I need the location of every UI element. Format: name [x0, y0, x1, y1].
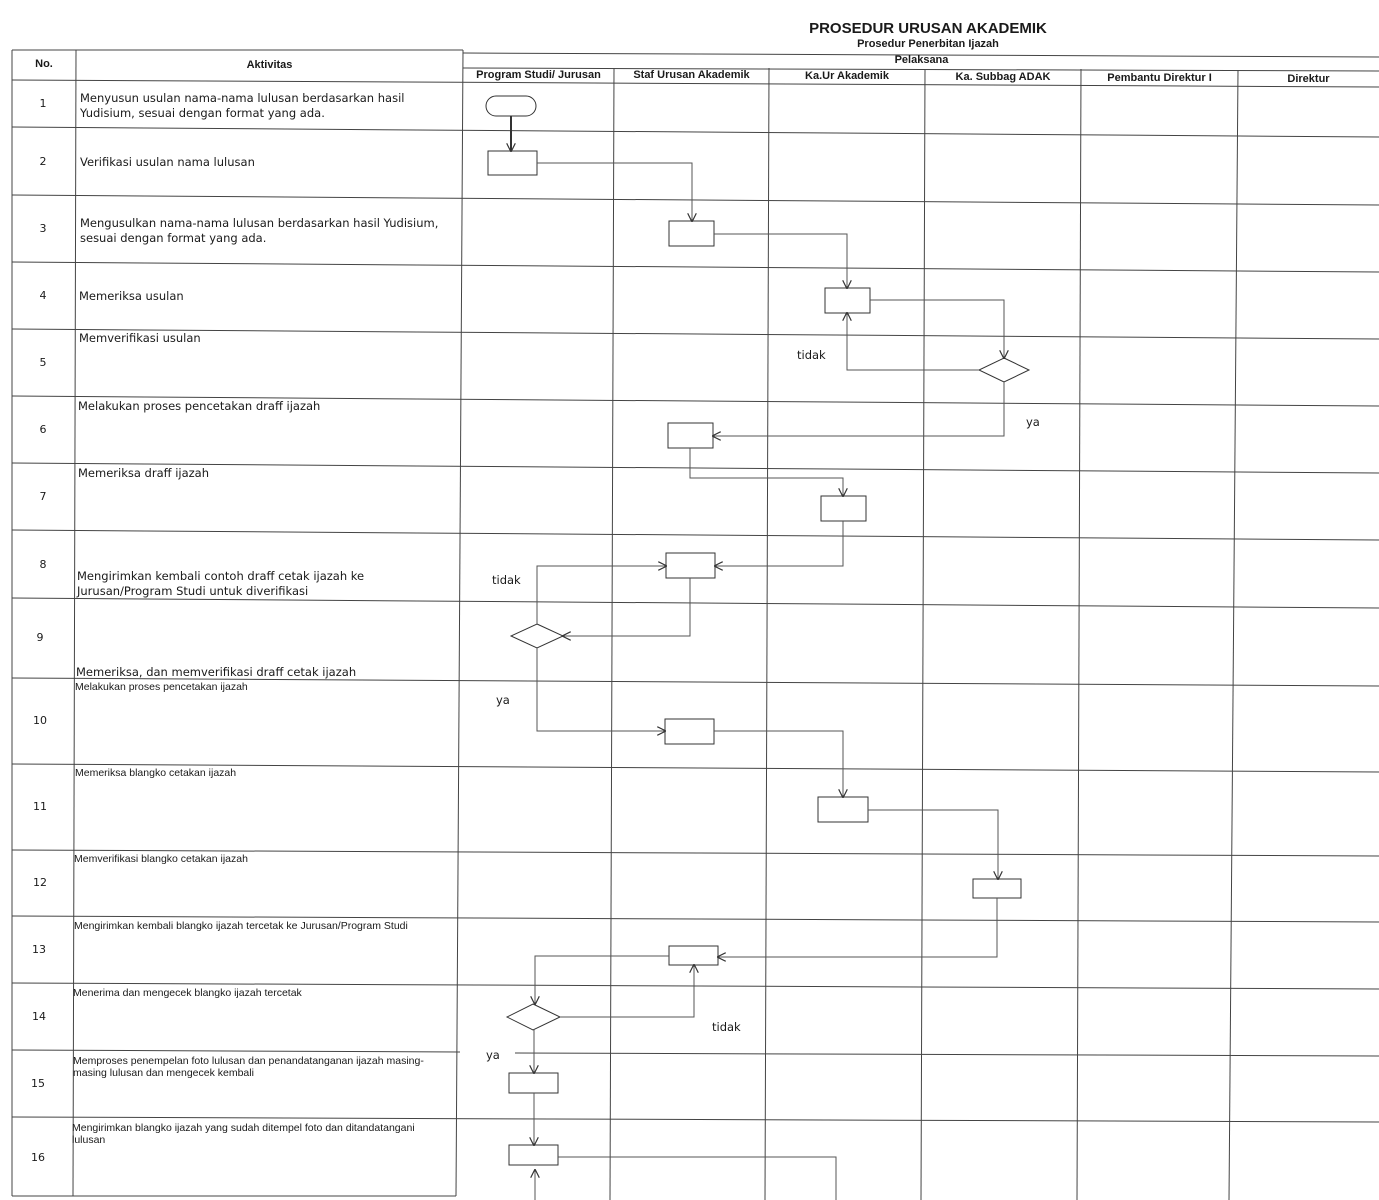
lane-header-pudir: Pembantu Direktur I [1107, 72, 1212, 84]
activity-text: Memeriksa blangko cetakan ijazah [75, 767, 237, 779]
connector-8-9 [563, 578, 690, 636]
branch-label-ya: ya [496, 693, 510, 707]
lane-divider-4 [1077, 69, 1081, 1200]
lane-divider-1 [610, 68, 614, 1200]
lane-header-kaur: Ka.Ur Akademik [805, 70, 889, 82]
process-box-16 [509, 1145, 558, 1165]
row-divider-14b [515, 1053, 1379, 1056]
activity-text: Mengirimkan kembali blangko ijazah tercetak ke Jurusan/Program Studi [74, 920, 408, 932]
row-divider-2 [12, 195, 1379, 205]
branch-label-ya: ya [486, 1048, 500, 1062]
activity-text: Memeriksa draff ijazah [78, 466, 210, 480]
row-number: 11 [33, 800, 47, 813]
branch-label-ya: ya [1026, 415, 1040, 429]
lane-header-direktur: Direktur [1287, 73, 1330, 85]
row-number: 1 [39, 97, 47, 110]
process-box-12 [973, 879, 1021, 898]
row-divider-14a [12, 1050, 460, 1052]
connector-3-4 [714, 234, 847, 288]
pelaksana-header: Pelaksana [894, 54, 949, 66]
branch-label-tidak: tidak [712, 1020, 741, 1034]
process-box-8 [666, 553, 715, 578]
activity-text: Memeriksa, dan memverifikasi draff cetak ijazah [76, 665, 357, 679]
activity-text: Memproses penempelan foto lulusan dan penandatanganan ijazah masing-masing lulusan dan mengecek kembali [73, 1055, 424, 1079]
connector-5-4-tidak [847, 313, 979, 370]
row-number: 5 [39, 356, 47, 369]
activity-text: Melakukan proses pencetakan ijazah [75, 681, 248, 693]
process-box-7 [821, 496, 866, 521]
process-box-2 [488, 151, 537, 175]
row-number: 14 [32, 1010, 46, 1023]
process-box-13 [669, 946, 718, 965]
activity-text: Memverifikasi blangko cetakan ijazah [74, 853, 248, 865]
lane-divider-3 [921, 69, 925, 1200]
decision-diamond-5 [979, 358, 1029, 382]
row-number: 2 [39, 155, 47, 168]
process-box-15 [509, 1073, 558, 1093]
row-number: 4 [39, 289, 47, 302]
connector-6-7 [690, 448, 843, 496]
row-number: 7 [39, 490, 47, 503]
connector-13-14 [535, 956, 669, 1004]
connector-14-13-tidak [560, 965, 694, 1017]
terminator-start [486, 96, 536, 116]
row-number: 10 [33, 714, 47, 727]
lane-divider-5 [1229, 70, 1238, 1200]
page-subtitle: Prosedur Penerbitan Ijazah [857, 38, 999, 50]
row-number: 12 [33, 876, 47, 889]
connector-11-12 [868, 810, 998, 879]
row-divider-8 [12, 598, 1379, 608]
decision-diamond-14 [507, 1004, 560, 1030]
connector-12-13 [718, 898, 997, 957]
activity-text: Mengirimkan kembali contoh draff cetak ijazah ke Jurusan/Program Studi untuk diverifikasi [77, 569, 365, 598]
row-number: 6 [39, 423, 47, 436]
row-number: 8 [39, 558, 47, 571]
connector-16-out [558, 1157, 836, 1200]
page-title: PROSEDUR URUSAN AKADEMIK [809, 20, 1047, 37]
connector-9-10-ya [537, 648, 665, 731]
activity-text: Melakukan proses pencetakan draff ijazah [78, 399, 321, 413]
row-divider-7 [12, 530, 1379, 540]
row-number: 9 [36, 631, 44, 644]
row-number: 13 [32, 943, 46, 956]
activity-text: Mengusulkan nama-nama lulusan berdasarkan hasil Yudisium, sesuai dengan format yang ada. [80, 216, 439, 245]
connector-10-11 [714, 731, 843, 797]
activity-text: Memverifikasi usulan [79, 331, 201, 345]
row-number: 3 [39, 222, 47, 235]
connector-4-5 [870, 300, 1004, 358]
activity-text: Verifikasi usulan nama lulusan [80, 155, 255, 169]
process-box-6 [668, 423, 713, 448]
header-no: No. [35, 58, 53, 70]
connector-2-3 [537, 163, 692, 221]
process-box-3 [669, 221, 714, 246]
lane-header-prodi: Program Studi/ Jurusan [476, 69, 601, 81]
process-box-4 [825, 288, 870, 313]
row-number: 16 [31, 1151, 45, 1164]
decision-diamond-9 [511, 624, 563, 648]
activity-text: Memeriksa usulan [79, 289, 184, 303]
lane-header-staf: Staf Urusan Akademik [633, 69, 750, 81]
branch-label-tidak: tidak [492, 573, 521, 587]
activity-text: Menerima dan mengecek blangko ijazah tercetak [73, 987, 302, 999]
process-box-11 [818, 797, 868, 822]
row-number: 15 [31, 1077, 45, 1090]
row-divider-1 [12, 127, 1379, 137]
header-aktivitas: Aktivitas [246, 59, 293, 71]
connector-5-6-ya [713, 382, 1004, 436]
process-box-10 [665, 719, 714, 744]
lane-header-kasubbag: Ka. Subbag ADAK [955, 71, 1051, 83]
lane-divider-2 [765, 68, 769, 1200]
branch-label-tidak: tidak [797, 348, 826, 362]
activity-text: Mengirimkan blangko ijazah yang sudah ditempel foto dan ditandatangani lulusan [72, 1122, 415, 1146]
connector-9-8-tidak [537, 566, 666, 624]
row-divider-3 [12, 262, 1379, 272]
connector-7-8 [715, 521, 843, 566]
activity-text: Menyusun usulan nama-nama lulusan berdasarkan hasil Yudisium, sesuai dengan format yang ada. [80, 91, 405, 120]
